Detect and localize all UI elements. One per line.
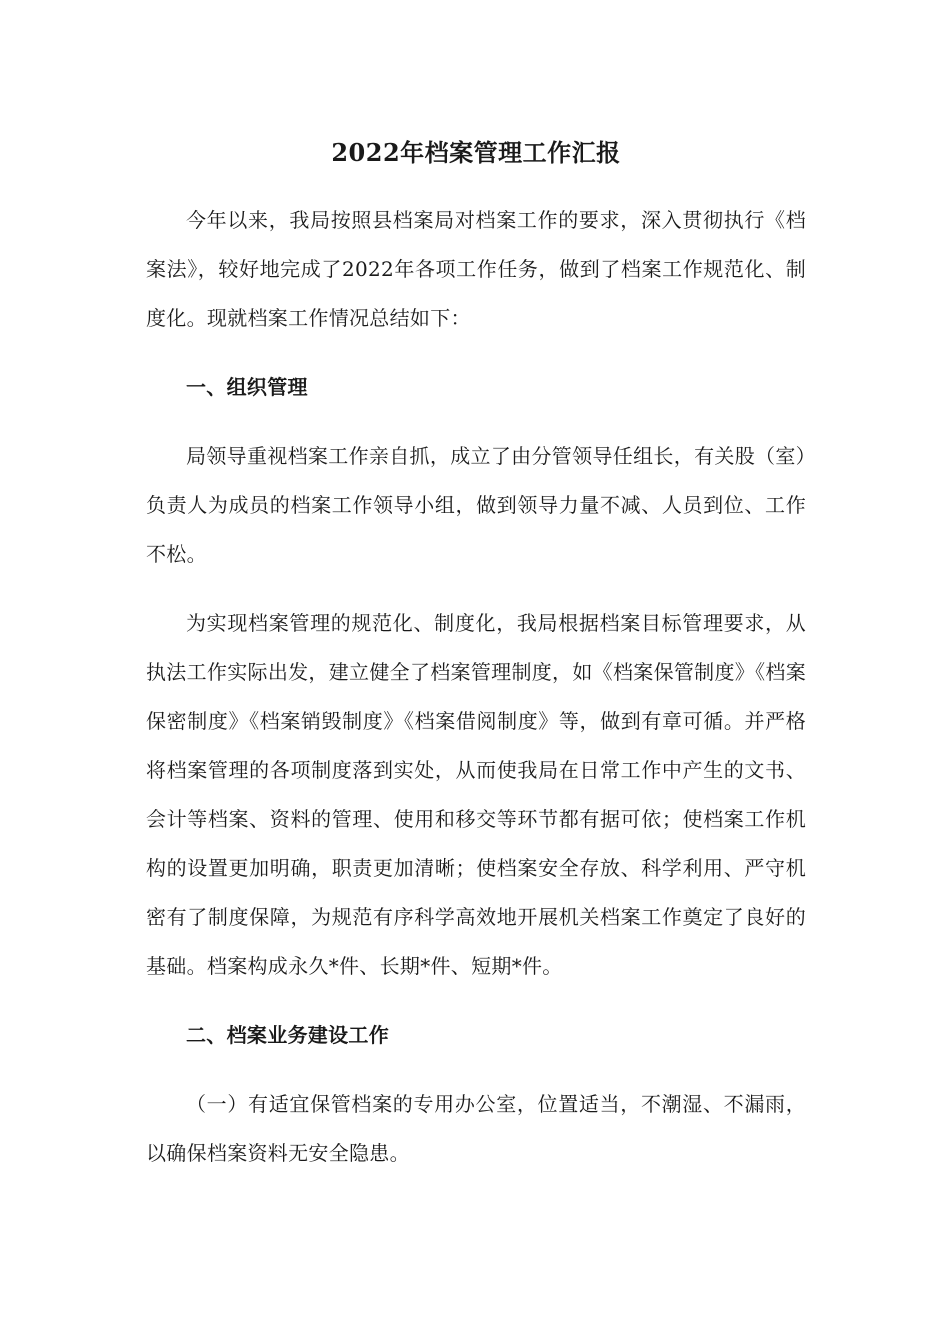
intro-paragraph: 今年以来，我局按照县档案局对档案工作的要求，深入贯彻执行《档案法》，较好地完成了2022年各项工作任务，做到了档案工作规范化、制度化。现就档案工作情况总结如下： [146,208,806,330]
paragraph-leadership: 局领导重视档案工作亲自抓，成立了由分管领导任组长，有关股（室）负责人为成员的档案工作领导小组，做到领导力量不减、人员到位、工作不松。 [146,444,806,566]
section-heading-organization: 一、组织管理 [186,375,308,399]
document-title: 2022年档案管理工作汇报 [331,138,621,167]
paragraph-regulations: 为实现档案管理的规范化、制度化，我局根据档案目标管理要求，从执法工作实际出发，建立健全了档案管理制度，如《档案保管制度》《档案保密制度》《档案销毁制度》《档案借阅制度》等，做到有章可循。并严格将档案管理的各项制度落到实处，从而使我局在日常工作中产生的文书、会计等档案、资料的管理、使用和移交等环节都有据可依；使档案工作机构的设置更加明确，职责更加清晰；使档案安全存放、科学利用、严守机密有了制度保障，为规范有序科学高效地开展机关档案工作奠定了良好的基础。档案构成永久*件、长期*件、短期*件。 [146,611,806,978]
document-body [146,128,806,1198]
section-heading-archive-business: 二、档案业务建设工作 [186,1023,389,1047]
paragraph-storage-office: （一）有适宜保管档案的专用办公室，位置适当，不潮湿、不漏雨，以确保档案资料无安全隐患。 [146,1092,806,1165]
